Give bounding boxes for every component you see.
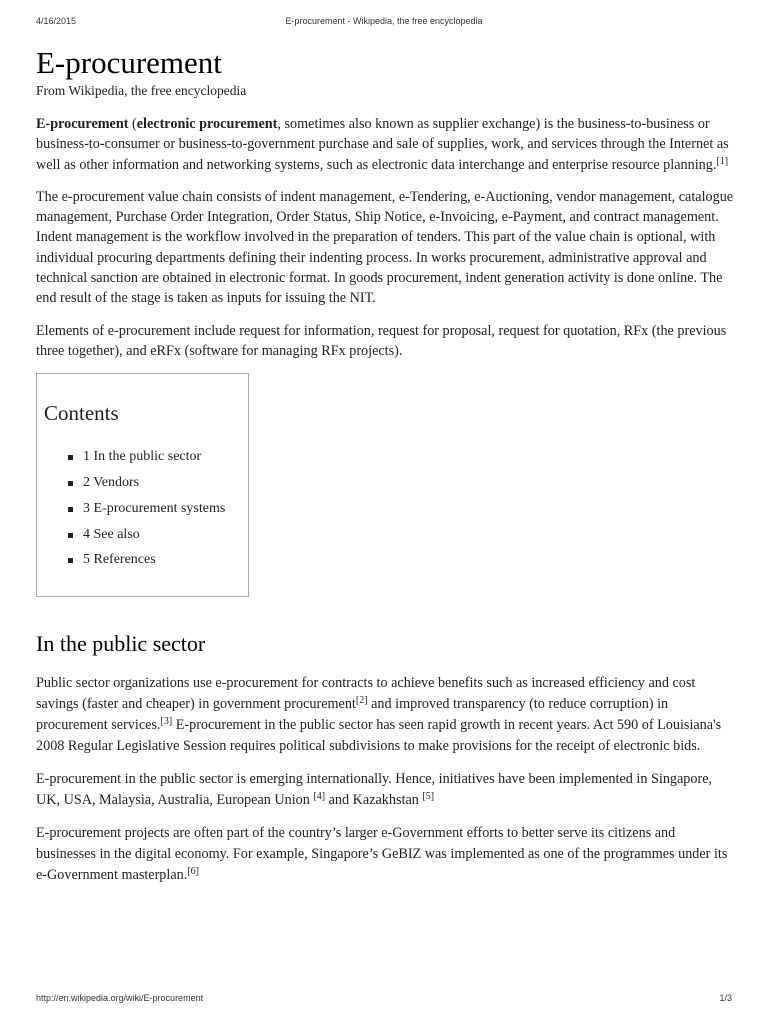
article-content <box>36 44 736 898</box>
term-bold-expanded: electronic procurement <box>136 116 278 132</box>
intro-text-a: ( <box>128 116 137 132</box>
toc-link-public-sector[interactable]: 1 In the public sector <box>83 449 202 465</box>
paragraph-text: E-procurement in the public sector is emerging internationally. Hence, initiatives have been implemented in Singapore, UK, USA, Malaysia, Australia, European Union <box>36 771 713 809</box>
intro-paragraph-1 <box>36 114 736 175</box>
public-sector-paragraph-2 <box>36 769 736 811</box>
intro-text-b: , sometimes also known as supplier exchange) is the business-to-business or business-to-consumer or business-to-government purchase and sale of supplies, work, and services through the Internet as well as other information and networking systems, such as electronic data interchange and enterprise resource planning. <box>36 116 729 173</box>
citation-link[interactable]: [1] <box>716 155 729 167</box>
toc-item <box>67 526 248 544</box>
toc-item <box>67 474 248 492</box>
intro-paragraph-2: The e-procurement value chain consists of indent management, e-Tendering, e-Auctioning, vendor management, catalogue management, Purchase Order Integration, Order Status, Ship Notice, e-Invoicing, e-Payment, and contract management. Indent management is the workflow involved in the preparation of tenders. This part of the value chain is optional, with individual procuring departments defining their indenting process. In works procurement, administrative approval and technical sanction are obtained in electronic format. In goods procurement, indent generation activity is done online. The end result of the stage is taken as inputs for issuing the NIT. <box>36 188 734 307</box>
intro-paragraph-3: Elements of e-procurement include request for information, request for proposal, request for quotation, RFx (the previous three together), and eRFx (software for managing RFx projects). <box>36 322 727 359</box>
paragraph-text: and Kazakhstan <box>325 792 423 809</box>
toc-link-see-also[interactable]: 4 See also <box>83 526 140 542</box>
table-of-contents <box>36 373 249 597</box>
print-header <box>36 16 732 30</box>
section-heading-public-sector: In the public sector <box>36 631 206 657</box>
article-subtitle: From Wikipedia, the free encyclopedia <box>36 83 247 98</box>
paragraph-text: E-procurement projects are often part of the country’s larger e-Government efforts to better serve its citizens and businesses in the digital economy. For example, Singapore’s GeBIZ was implemented as one of the programmes under its e-Government masterplan. <box>36 825 728 884</box>
toc-link-references[interactable]: 5 References <box>83 552 156 568</box>
paragraph-text: Public sector organizations use e-procurement for contracts to achieve benefits such as increased efficiency and cost savings (faster and cheaper) in government procurement <box>36 675 696 713</box>
citation-link[interactable]: [5] <box>422 791 435 803</box>
print-url: http://en.wikipedia.org/wiki/E-procurement <box>36 993 204 1003</box>
print-footer <box>36 993 732 1007</box>
term-bold: E-procurement <box>36 116 129 132</box>
toc-item <box>67 448 248 466</box>
citation-link[interactable]: [3] <box>160 716 173 728</box>
public-sector-paragraph-1 <box>36 673 736 757</box>
paragraph-text: and improved transparency (to reduce corruption) in procurement services. <box>36 696 669 734</box>
print-date: 4/16/2015 <box>36 16 77 26</box>
toc-item <box>67 500 248 518</box>
toc-link-vendors[interactable]: 2 Vendors <box>83 475 140 491</box>
toc-item <box>67 551 248 569</box>
page-number: 1/3 <box>719 993 732 1003</box>
citation-link[interactable]: [2] <box>355 695 368 707</box>
toc-heading: Contents <box>44 401 119 426</box>
public-sector-paragraph-3 <box>36 823 736 886</box>
public-sector-body <box>36 673 736 886</box>
citation-link[interactable]: [4] <box>313 791 326 803</box>
paragraph-text: E-procurement in the public sector has seen rapid growth in recent years. Act 590 of Louisiana's 2008 Regular Legislative Session requires political subdivisions to make provisions for the receipt of electronic bids. <box>36 717 722 755</box>
toc-link-e-procurement-systems[interactable]: 3 E-procurement systems <box>83 500 226 516</box>
print-page-title: E-procurement - Wikipedia, the free encyclopedia <box>285 16 483 26</box>
article-title: E-procurement <box>36 45 222 80</box>
citation-link[interactable]: [6] <box>187 866 199 878</box>
toc-list <box>44 448 248 569</box>
